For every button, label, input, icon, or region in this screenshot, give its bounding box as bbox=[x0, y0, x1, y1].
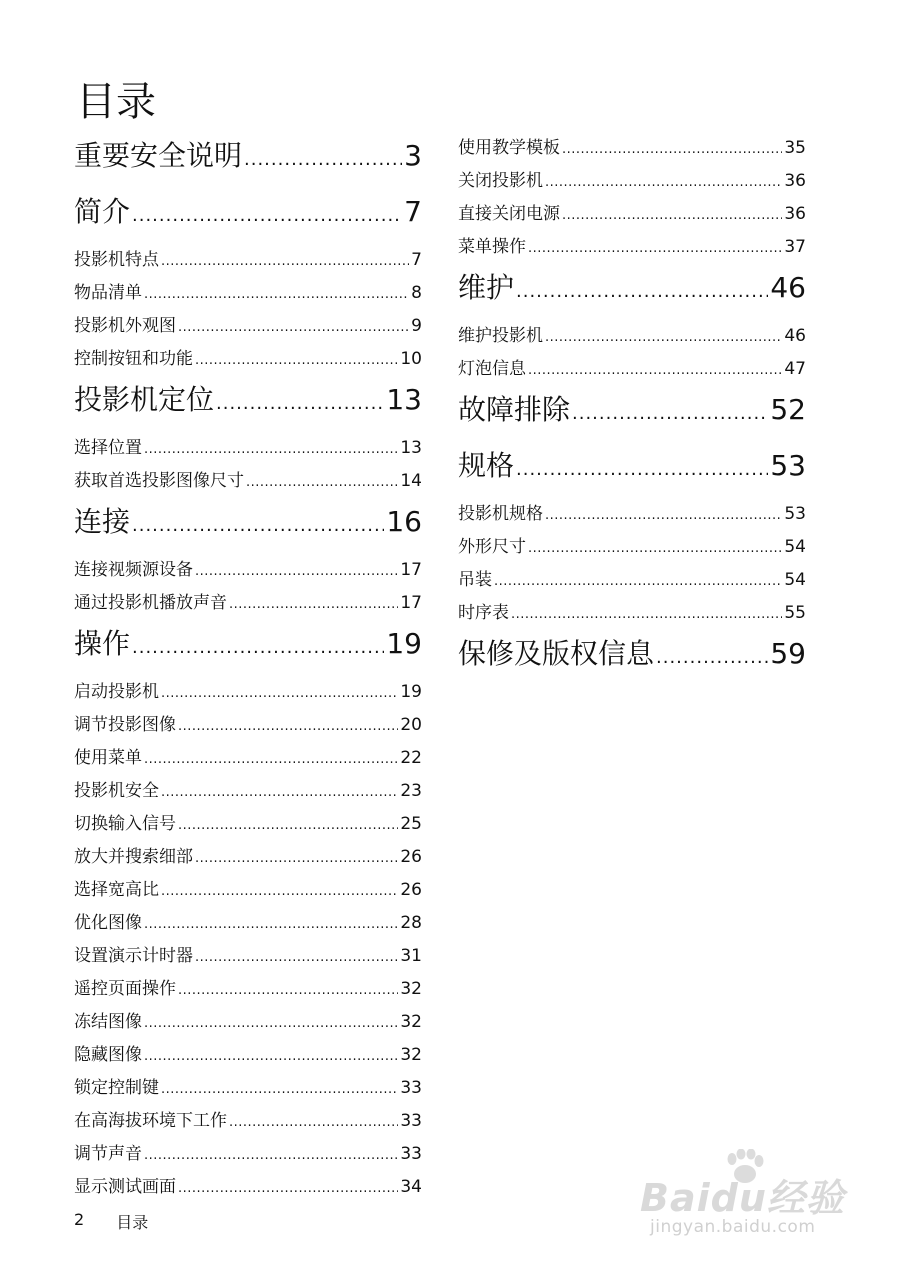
toc-section-entry[interactable] bbox=[74, 676, 422, 709]
toc-entry-title: 通过投影机播放声音 bbox=[74, 593, 227, 613]
toc-entry-page-number: 9 bbox=[411, 316, 422, 336]
toc-entry-page-number: 7 bbox=[404, 195, 422, 228]
page-footer bbox=[74, 1210, 148, 1233]
page-title: 目录 bbox=[76, 79, 156, 125]
toc-entry-page-number: 46 bbox=[784, 326, 806, 346]
toc-dot-leader bbox=[144, 742, 398, 776]
toc-entry-title: 关闭投影机 bbox=[458, 171, 543, 191]
toc-entry-page-number: 53 bbox=[770, 449, 806, 482]
toc-section-entry[interactable] bbox=[458, 198, 806, 231]
toc-entry-title: 物品清单 bbox=[74, 283, 142, 303]
toc-dot-leader bbox=[572, 386, 768, 438]
toc-dot-leader bbox=[195, 554, 398, 588]
toc-dot-leader bbox=[144, 277, 409, 311]
toc-dot-leader bbox=[144, 907, 398, 941]
toc-section-entry[interactable] bbox=[458, 531, 806, 564]
toc-entry-title: 选择宽高比 bbox=[74, 880, 159, 900]
toc-dot-leader bbox=[144, 1138, 398, 1172]
toc-entry-page-number: 26 bbox=[400, 847, 422, 867]
toc-entry-page-number: 36 bbox=[784, 171, 806, 191]
toc-dot-leader bbox=[144, 432, 398, 466]
toc-entry-page-number: 52 bbox=[770, 393, 806, 426]
toc-entry-page-number: 20 bbox=[400, 715, 422, 735]
toc-section-entry[interactable] bbox=[74, 973, 422, 1006]
toc-entry-page-number: 16 bbox=[386, 505, 422, 538]
toc-section-entry[interactable] bbox=[74, 587, 422, 620]
toc-entry-title: 使用教学模板 bbox=[458, 138, 560, 158]
toc-section-entry[interactable] bbox=[458, 564, 806, 597]
toc-dot-leader bbox=[562, 132, 782, 166]
toc-dot-leader bbox=[528, 353, 782, 387]
toc-entry-title: 维护 bbox=[458, 271, 515, 304]
toc-entry-page-number: 53 bbox=[784, 504, 806, 524]
toc-dot-leader bbox=[161, 775, 398, 809]
toc-entry-title: 调节投影图像 bbox=[74, 715, 176, 735]
toc-chapter-entry[interactable] bbox=[74, 498, 422, 554]
toc-chapter-entry[interactable] bbox=[458, 442, 806, 498]
toc-entry-title: 保修及版权信息 bbox=[458, 637, 655, 670]
toc-dot-leader bbox=[161, 676, 398, 710]
toc-entry-title: 控制按钮和功能 bbox=[74, 349, 193, 369]
toc-entry-title: 投影机特点 bbox=[74, 250, 159, 270]
toc-entry-page-number: 47 bbox=[784, 359, 806, 379]
toc-chapter-entry[interactable] bbox=[458, 264, 806, 320]
toc-dot-leader bbox=[178, 310, 409, 344]
toc-dot-leader bbox=[545, 498, 782, 532]
toc-entry-title: 显示测试画面 bbox=[74, 1177, 176, 1197]
toc-entry-title: 外形尺寸 bbox=[458, 537, 526, 557]
toc-section-entry[interactable] bbox=[74, 432, 422, 465]
watermark-logo-text: Baidu经验 bbox=[640, 1176, 845, 1220]
toc-entry-page-number: 32 bbox=[400, 1012, 422, 1032]
toc-section-entry[interactable] bbox=[74, 808, 422, 841]
toc-entry-title: 获取首选投影图像尺寸 bbox=[74, 471, 244, 491]
toc-entry-page-number: 23 bbox=[400, 781, 422, 801]
toc-entry-title: 连接 bbox=[74, 505, 131, 538]
toc-entry-page-number: 25 bbox=[400, 814, 422, 834]
toc-section-entry[interactable] bbox=[74, 343, 422, 376]
toc-entry-title: 切换输入信号 bbox=[74, 814, 176, 834]
toc-dot-leader bbox=[516, 442, 768, 494]
toc-entry-title: 投影机定位 bbox=[74, 383, 215, 416]
toc-section-entry[interactable] bbox=[74, 310, 422, 343]
toc-section-entry[interactable] bbox=[458, 353, 806, 386]
toc-section-entry[interactable] bbox=[74, 1138, 422, 1171]
toc-section-entry[interactable] bbox=[74, 277, 422, 310]
toc-entry-page-number: 14 bbox=[400, 471, 422, 491]
toc-entry-page-number: 33 bbox=[400, 1111, 422, 1131]
toc-chapter-entry[interactable] bbox=[74, 376, 422, 432]
toc-section-entry[interactable] bbox=[74, 841, 422, 874]
toc-entry-page-number: 35 bbox=[784, 138, 806, 158]
toc-entry-page-number: 34 bbox=[400, 1177, 422, 1197]
toc-entry-page-number: 17 bbox=[400, 593, 422, 613]
toc-dot-leader bbox=[545, 165, 782, 199]
toc-section-entry[interactable] bbox=[74, 1039, 422, 1072]
toc-entry-page-number: 32 bbox=[400, 1045, 422, 1065]
toc-entry-title: 连接视频源设备 bbox=[74, 560, 193, 580]
toc-entry-page-number: 33 bbox=[400, 1078, 422, 1098]
toc-section-entry[interactable] bbox=[74, 554, 422, 587]
toc-entry-page-number: 33 bbox=[400, 1144, 422, 1164]
watermark bbox=[640, 1155, 860, 1245]
page-number: 2 bbox=[74, 1210, 85, 1229]
toc-section-entry[interactable] bbox=[74, 874, 422, 907]
toc-column-left bbox=[74, 132, 422, 1204]
toc-section-entry[interactable] bbox=[458, 132, 806, 165]
footer-label: 目录 bbox=[116, 1213, 149, 1232]
toc-section-entry[interactable] bbox=[74, 465, 422, 498]
toc-entry-page-number: 31 bbox=[400, 946, 422, 966]
toc-entry-title: 维护投影机 bbox=[458, 326, 543, 346]
toc-section-entry[interactable] bbox=[74, 1072, 422, 1105]
toc-dot-leader bbox=[132, 620, 384, 672]
toc-dot-leader bbox=[178, 709, 398, 743]
toc-entry-title: 重要安全说明 bbox=[74, 139, 243, 172]
toc-dot-leader bbox=[216, 376, 384, 428]
toc-entry-page-number: 10 bbox=[400, 349, 422, 369]
toc-entry-page-number: 54 bbox=[784, 570, 806, 590]
toc-section-entry[interactable] bbox=[458, 597, 806, 630]
toc-entry-title: 隐藏图像 bbox=[74, 1045, 142, 1065]
toc-section-entry[interactable] bbox=[74, 1105, 422, 1138]
toc-entry-page-number: 3 bbox=[404, 139, 422, 172]
toc-section-entry[interactable] bbox=[74, 1006, 422, 1039]
watermark-url: jingyan.baidu.com bbox=[650, 1217, 816, 1237]
toc-entry-title: 投影机规格 bbox=[458, 504, 543, 524]
toc-entry-title: 菜单操作 bbox=[458, 237, 526, 257]
toc-dot-leader bbox=[246, 465, 398, 499]
toc-section-entry[interactable] bbox=[458, 320, 806, 353]
toc-entry-title: 规格 bbox=[458, 449, 515, 482]
toc-entry-page-number: 22 bbox=[400, 748, 422, 768]
toc-entry-page-number: 17 bbox=[400, 560, 422, 580]
toc-chapter-entry[interactable] bbox=[458, 630, 806, 686]
toc-dot-leader bbox=[178, 808, 398, 842]
toc-entry-page-number: 13 bbox=[386, 383, 422, 416]
toc-entry-title: 调节声音 bbox=[74, 1144, 142, 1164]
toc-section-entry[interactable] bbox=[74, 940, 422, 973]
toc-entry-page-number: 54 bbox=[784, 537, 806, 557]
toc-entry-title: 启动投影机 bbox=[74, 682, 159, 702]
toc-entry-title: 灯泡信息 bbox=[458, 359, 526, 379]
toc-entry-title: 使用菜单 bbox=[74, 748, 142, 768]
toc-entry-title: 锁定控制键 bbox=[74, 1078, 159, 1098]
toc-entry-page-number: 7 bbox=[411, 250, 422, 270]
toc-dot-leader bbox=[195, 343, 398, 377]
toc-entry-title: 时序表 bbox=[458, 603, 509, 623]
toc-entry-page-number: 13 bbox=[400, 438, 422, 458]
toc-dot-leader bbox=[195, 841, 398, 875]
toc-entry-page-number: 8 bbox=[411, 283, 422, 303]
toc-entry-page-number: 26 bbox=[400, 880, 422, 900]
toc-dot-leader bbox=[528, 531, 782, 565]
toc-dot-leader bbox=[545, 320, 782, 354]
toc-dot-leader bbox=[195, 940, 398, 974]
toc-column-right bbox=[458, 132, 806, 686]
toc-entry-page-number: 37 bbox=[784, 237, 806, 257]
toc-entry-page-number: 28 bbox=[400, 913, 422, 933]
toc-chapter-entry[interactable] bbox=[74, 620, 422, 676]
toc-entry-page-number: 59 bbox=[770, 637, 806, 670]
toc-entry-page-number: 36 bbox=[784, 204, 806, 224]
toc-entry-page-number: 32 bbox=[400, 979, 422, 999]
toc-dot-leader bbox=[229, 587, 398, 621]
toc-entry-title: 遥控页面操作 bbox=[74, 979, 176, 999]
toc-dot-leader bbox=[229, 1105, 398, 1139]
toc-dot-leader bbox=[656, 630, 768, 682]
toc-dot-leader bbox=[161, 244, 409, 278]
toc-section-entry[interactable] bbox=[458, 165, 806, 198]
toc-entry-title: 投影机外观图 bbox=[74, 316, 176, 336]
toc-entry-title: 在高海拔环境下工作 bbox=[74, 1111, 227, 1131]
toc-entry-title: 冻结图像 bbox=[74, 1012, 142, 1032]
toc-section-entry[interactable] bbox=[74, 907, 422, 940]
toc-entry-title: 放大并搜索细部 bbox=[74, 847, 193, 867]
toc-entry-title: 投影机安全 bbox=[74, 781, 159, 801]
toc-dot-leader bbox=[494, 564, 782, 598]
toc-dot-leader bbox=[132, 188, 402, 240]
toc-chapter-entry[interactable] bbox=[74, 132, 422, 188]
toc-dot-leader bbox=[178, 973, 398, 1007]
toc-section-entry[interactable] bbox=[74, 244, 422, 277]
toc-dot-leader bbox=[562, 198, 782, 232]
toc-dot-leader bbox=[516, 264, 768, 316]
toc-entry-title: 优化图像 bbox=[74, 913, 142, 933]
toc-dot-leader bbox=[144, 1039, 398, 1073]
toc-section-entry[interactable] bbox=[458, 231, 806, 264]
toc-dot-leader bbox=[528, 231, 782, 265]
toc-entry-page-number: 19 bbox=[400, 682, 422, 702]
toc-dot-leader bbox=[144, 1006, 398, 1040]
toc-entry-page-number: 19 bbox=[386, 627, 422, 660]
toc-section-entry[interactable] bbox=[74, 775, 422, 808]
toc-entry-page-number: 46 bbox=[770, 271, 806, 304]
toc-dot-leader bbox=[132, 498, 384, 550]
toc-entry-title: 故障排除 bbox=[458, 393, 571, 426]
toc-entry-title: 操作 bbox=[74, 627, 131, 660]
toc-dot-leader bbox=[178, 1171, 398, 1205]
toc-dot-leader bbox=[511, 597, 782, 631]
toc-entry-page-number: 55 bbox=[784, 603, 806, 623]
toc-chapter-entry[interactable] bbox=[458, 386, 806, 442]
toc-entry-title: 直接关闭电源 bbox=[458, 204, 560, 224]
toc-entry-title: 简介 bbox=[74, 195, 131, 228]
toc-entry-title: 吊装 bbox=[458, 570, 492, 590]
toc-chapter-entry[interactable] bbox=[74, 188, 422, 244]
toc-entry-title: 选择位置 bbox=[74, 438, 142, 458]
toc-dot-leader bbox=[161, 874, 398, 908]
toc-dot-leader bbox=[161, 1072, 398, 1106]
toc-section-entry[interactable] bbox=[458, 498, 806, 531]
toc-dot-leader bbox=[244, 132, 402, 184]
toc-section-entry[interactable] bbox=[74, 1171, 422, 1204]
toc-entry-title: 设置演示计时器 bbox=[74, 946, 193, 966]
toc-section-entry[interactable] bbox=[74, 709, 422, 742]
toc-section-entry[interactable] bbox=[74, 742, 422, 775]
